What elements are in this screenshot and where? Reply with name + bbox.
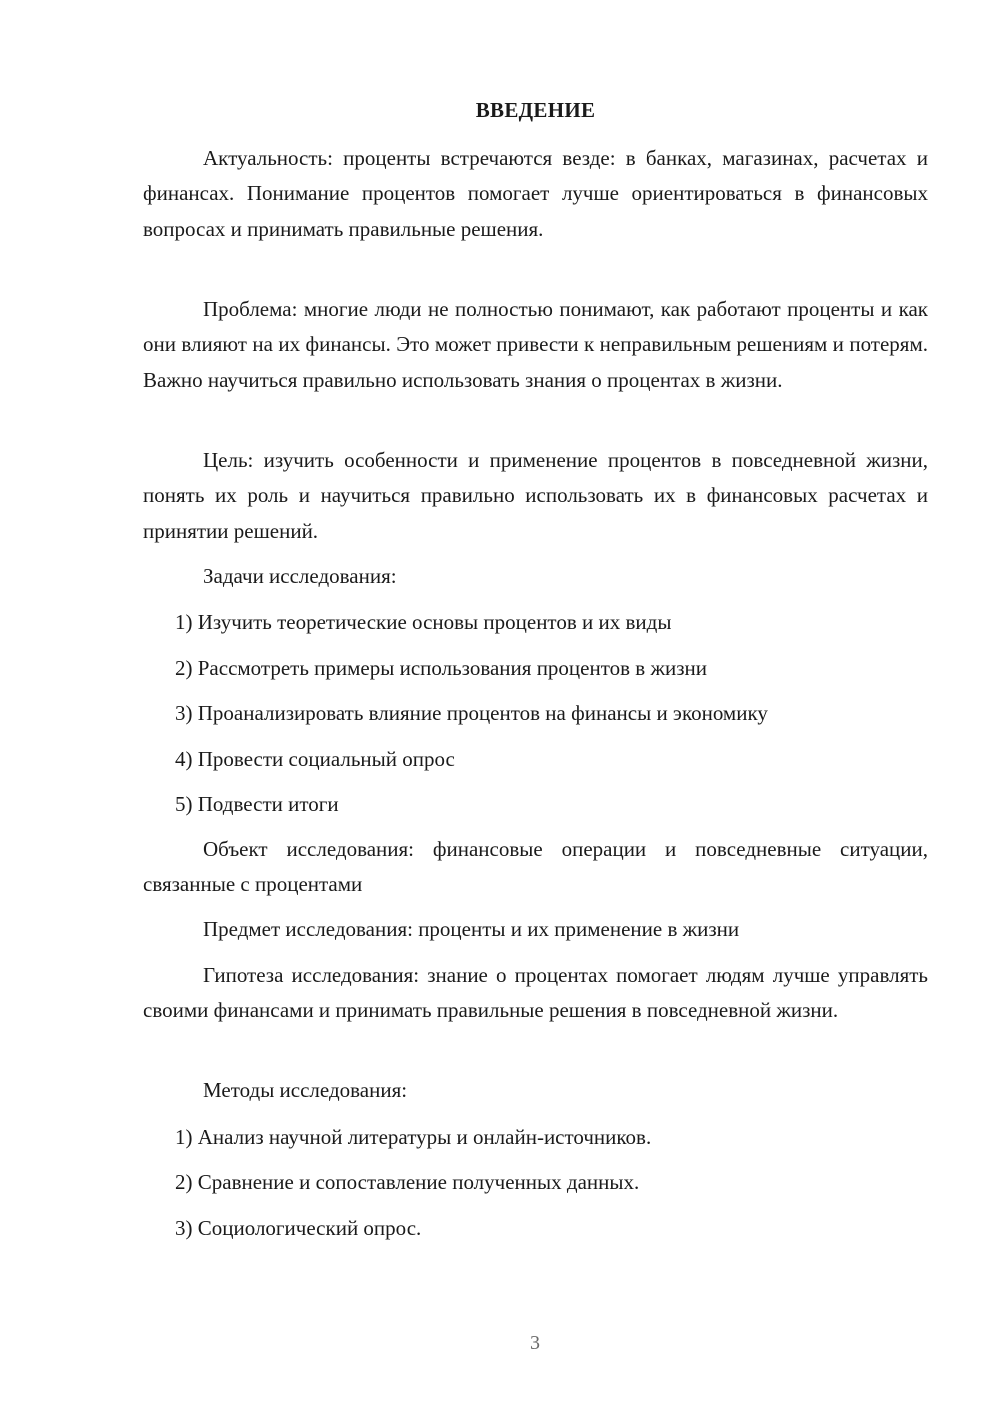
page-number: 3 <box>530 1332 540 1354</box>
page-title: ВВЕДЕНИЕ <box>475 98 596 122</box>
methods-heading: Методы исследования: <box>203 1078 408 1102</box>
method-item-3: 3) Социологический опрос. <box>175 1216 422 1240</box>
paragraph-hypothesis: Гипотеза исследования: знание о процентах помогает людям лучше управлять своими финансами и принимать правильные решения в повседневной жизни. <box>143 963 928 1023</box>
paragraph-relevance: Актуальность: проценты встречаются везде: в банках, магазинах, расчетах и финансах. Понимание процентов помогает лучше ориентироваться в финансовых вопросах и принимать правильные решения. <box>143 146 928 241</box>
method-item-1: 1) Анализ научной литературы и онлайн-источников. <box>175 1125 652 1149</box>
task-item-3: 3) Проанализировать влияние процентов на финансы и экономику <box>175 701 768 725</box>
paragraph-goal: Цель: изучить особенности и применение процентов в повседневной жизни, понять их роль и научиться правильно использовать их в финансовых расчетах и принятии решений. <box>143 448 928 543</box>
tasks-heading: Задачи исследования: <box>203 564 397 588</box>
method-item-2: 2) Сравнение и сопоставление полученных данных. <box>175 1170 640 1194</box>
task-item-1: 1) Изучить теоретические основы процентов и их виды <box>175 610 672 634</box>
task-item-4: 4) Провести социальный опрос <box>175 747 455 771</box>
task-item-5: 5) Подвести итоги <box>175 792 339 816</box>
paragraph-subject: Предмет исследования: проценты и их применение в жизни <box>203 917 740 941</box>
paragraph-object: Объект исследования: финансовые операции и повседневные ситуации, связанные с процентами <box>143 837 928 897</box>
task-item-2: 2) Рассмотреть примеры использования процентов в жизни <box>175 656 707 680</box>
paragraph-problem: Проблема: многие люди не полностью понимают, как работают проценты и как они влияют на их финансы. Это может привести к неправильным решениям и потерям. Важно научиться правильно использовать знания о процентах в жизни. <box>143 297 928 392</box>
